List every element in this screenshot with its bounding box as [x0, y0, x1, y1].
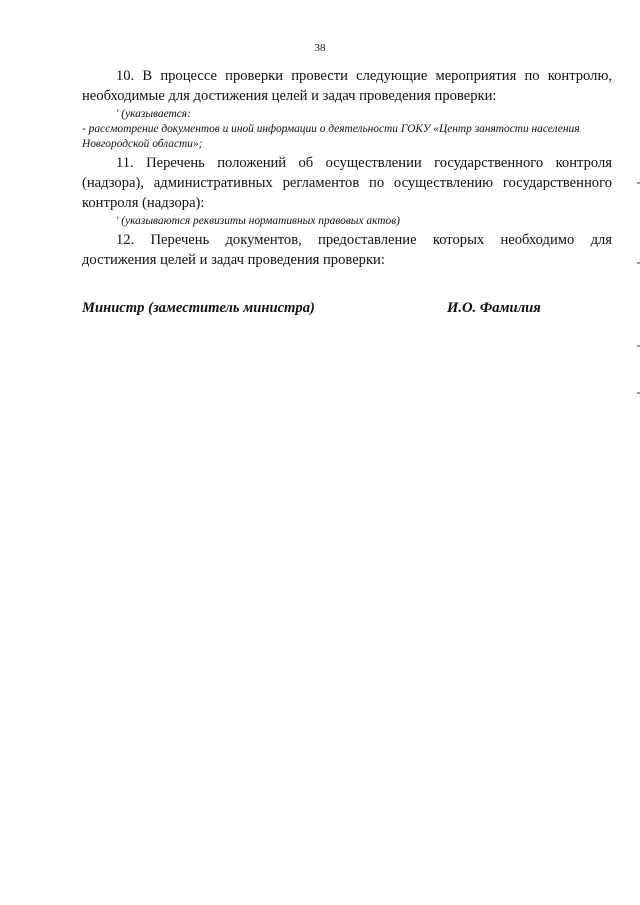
paragraph-10-note-item: - рассмотрение документов и иной информации о деятельности ГОКУ «Центр занятости населения Новгородской области»; — [82, 123, 580, 150]
paragraph-10: 10. В процессе проверки провести следующие мероприятия по контролю, необходимые для достижения целей и задач проведения проверки: — [82, 68, 612, 104]
paragraph-11-note: ' (указываются реквизиты нормативных правовых актов) — [116, 215, 400, 227]
paragraph-11: 11. Перечень положений об осуществлении государственного контроля (надзора), административных регламентов по осуществлению государственного контроля (надзора): — [82, 155, 612, 211]
page-number: 38 — [314, 42, 326, 54]
document-body — [82, 66, 612, 270]
signature-position: Министр (заместитель министра) — [82, 300, 315, 316]
signature-name: И.О. Фамилия — [447, 300, 541, 316]
paragraph-12: 12. Перечень документов, предоставление которых необходимо для достижения целей и задач проведения проверки: — [82, 232, 612, 268]
paragraph-10-note-intro: ' (указывается: — [116, 108, 191, 120]
